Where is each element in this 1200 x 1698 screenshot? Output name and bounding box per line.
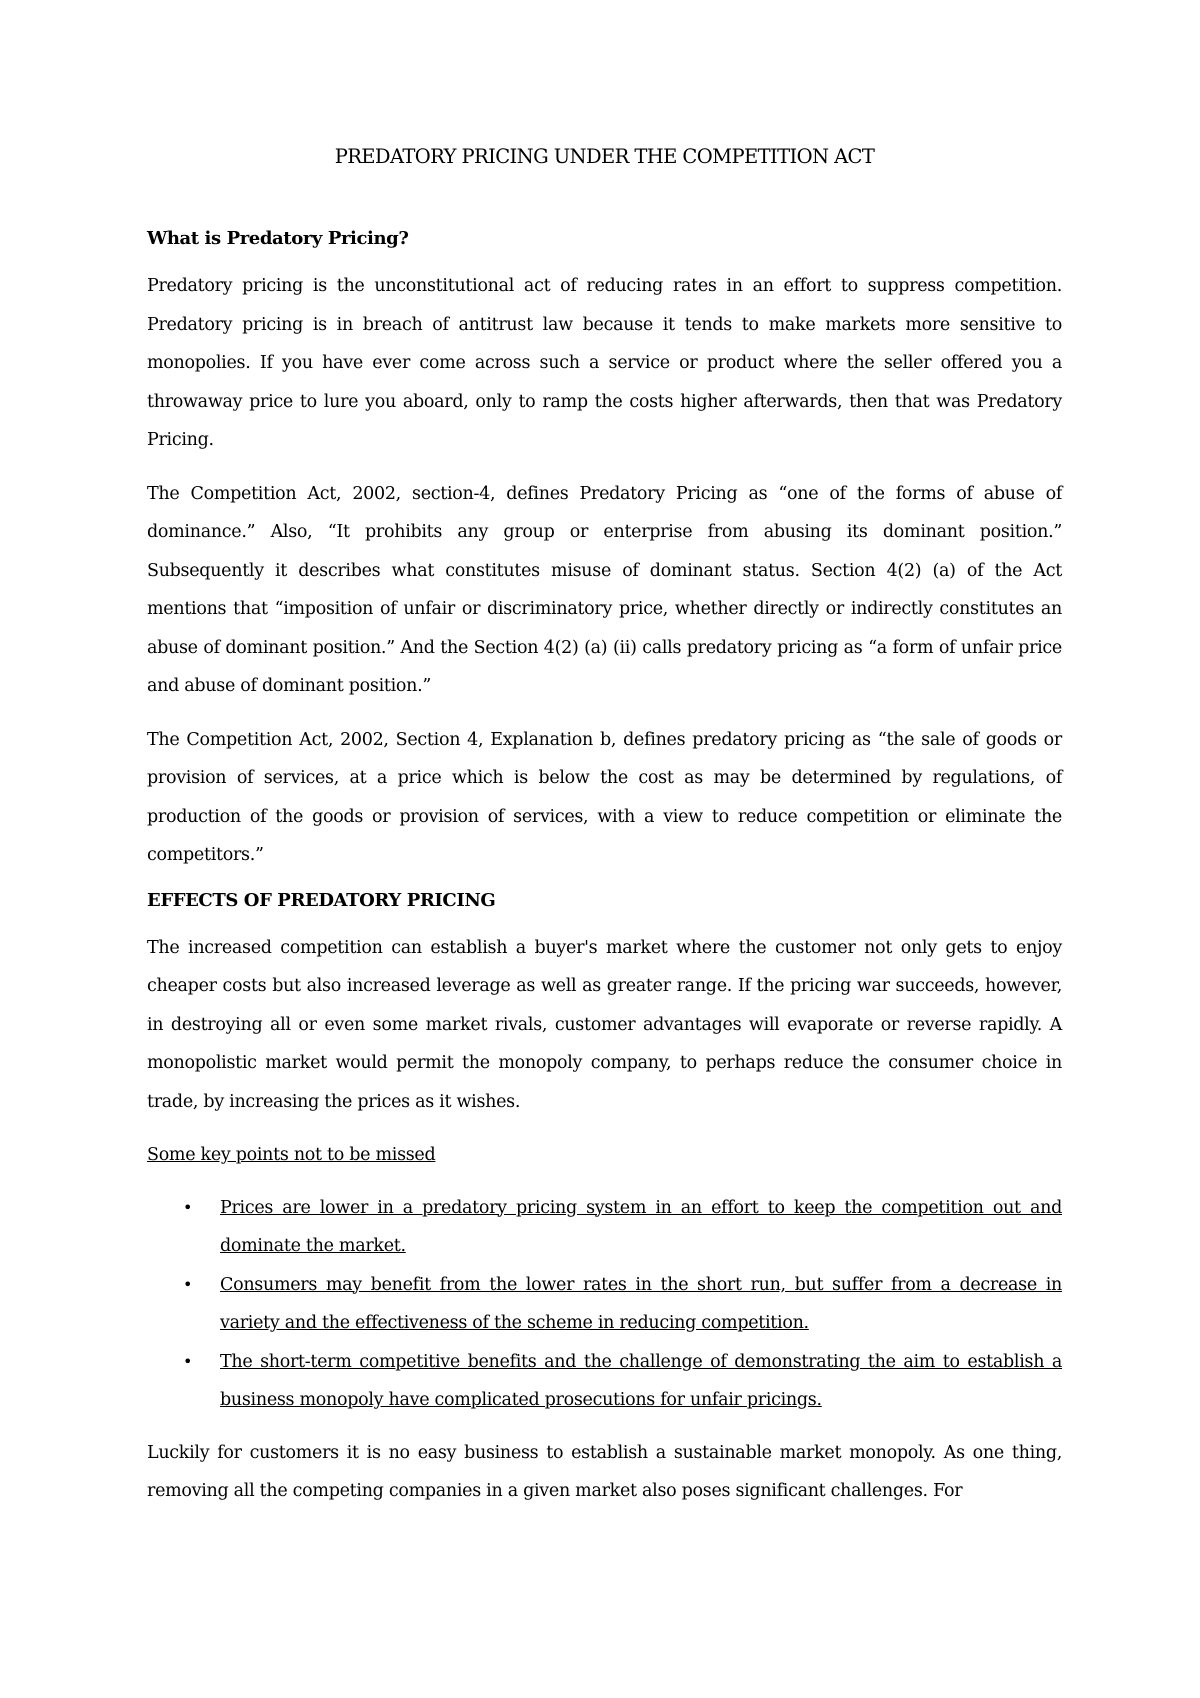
key-points-heading: Some key points not to be missed — [147, 1145, 436, 1165]
paragraph-effects: The increased competition can establish a buyer's market where the customer not only gets to enjoy cheaper costs but also increased leverage as well as greater range. If the pricing war succeeds, however, in destroying all or even some market rivals, customer advantages will evaporate or reverse rapidly. A monopolistic market would permit the monopoly company, to perhaps reduce the consumer choice in trade, by increasing the prices as it wishes. — [147, 937, 1062, 1112]
key-point-text: The short-term competitive benefits and the challenge of demonstrating the aim to establish a business monopoly have complicated prosecutions for unfair pricings. — [220, 1351, 1062, 1410]
paragraph-competition-act-section-4: The Competition Act, 2002, section-4, defines Predatory Pricing as “one of the forms of abuse of dominance.” Also, “It prohibits any group or enterprise from abusing its dominant position.” Subsequently it describes what constitutes misuse of dominant status. Section 4(2) (a) of the Act mentions that “imposition of unfair or discriminatory price, whether directly or indirectly constitutes an abuse of dominant position.” And the Section 4(2) (a) (ii) calls predatory pricing as “a form of unfair price and abuse of dominant position.” — [147, 483, 1062, 696]
section-heading-effects: EFFECTS OF PREDATORY PRICING — [147, 889, 496, 911]
document-title: PREDATORY PRICING UNDER THE COMPETITION ACT — [334, 145, 875, 168]
list-item — [147, 1343, 1062, 1420]
key-point-text: Prices are lower in a predatory pricing system in an effort to keep the competition out and dominate the market. — [220, 1197, 1062, 1256]
bullet-icon: • — [183, 1274, 193, 1294]
document-body — [147, 145, 1062, 1526]
paragraph-closing: Luckily for customers it is no easy business to establish a sustainable market monopoly. As one thing, removing all the competing companies in a given market also poses significant challenges. For — [147, 1442, 1062, 1501]
paragraph-definition: Predatory pricing is the unconstitutional act of reducing rates in an effort to suppress competition. Predatory pricing is in breach of antitrust law because it tends to make markets more sensitive to monopolies. If you have ever come across such a service or product where the seller offered you a throwaway price to lure you aboard, only to ramp the costs higher afterwards, then that was Predatory Pricing. — [147, 276, 1062, 450]
key-point-text: Consumers may benefit from the lower rates in the short run, but suffer from a decrease in variety and the effectiveness of the scheme in reducing competition. — [220, 1274, 1062, 1333]
key-points-list — [147, 1189, 1062, 1420]
list-item — [147, 1266, 1062, 1343]
section-heading-what-is: What is Predatory Pricing? — [147, 228, 409, 249]
bullet-icon: • — [183, 1197, 193, 1217]
list-item — [147, 1189, 1062, 1266]
paragraph-explanation-b: The Competition Act, 2002, Section 4, Explanation b, defines predatory pricing as “the sale of goods or provision of services, at a price which is below the cost as may be determined by regulations, of production of the goods or provision of services, with a view to reduce competition or eliminate the competitors.” — [147, 729, 1062, 865]
bullet-icon: • — [183, 1351, 193, 1371]
